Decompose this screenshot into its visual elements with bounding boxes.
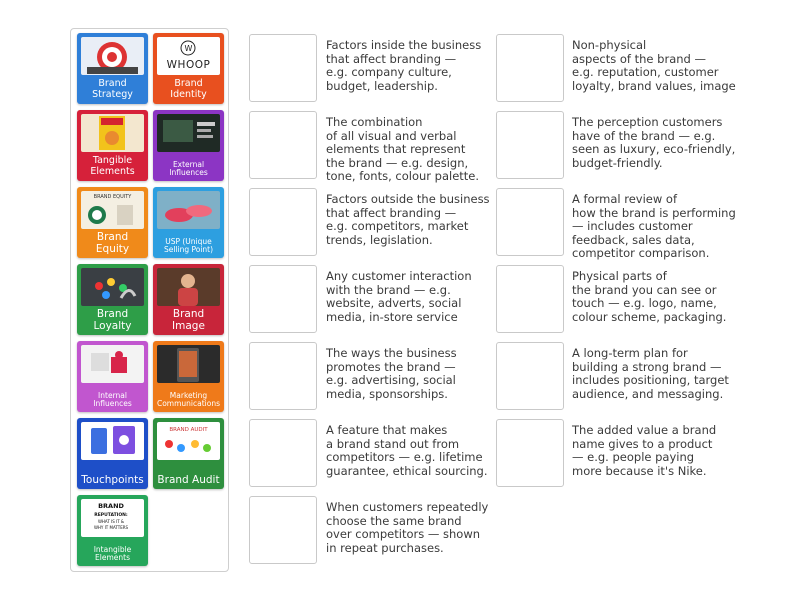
- tile-label: Brand Equity: [95, 230, 130, 255]
- definition-text: Factors inside the business that affect branding — e.g. company culture, budget, leadership.: [326, 38, 482, 93]
- tile-internal-influences[interactable]: [77, 341, 148, 412]
- tile-usp-unique-selling-point[interactable]: [153, 187, 224, 258]
- tile-brand-image[interactable]: [153, 264, 224, 335]
- tile-brand-audit[interactable]: [153, 418, 224, 489]
- definition-text: Any customer interaction with the brand — e.g. website, adverts, social media, in-store service: [326, 269, 472, 324]
- tile-label: Tangible Elements: [90, 155, 135, 178]
- tile-image: [81, 422, 144, 460]
- tile-marketing-communications[interactable]: [153, 341, 224, 412]
- definition-text: A feature that makes a brand stand out from competitors — e.g. lifetime guarantee, ethical sourcing.: [326, 423, 488, 478]
- definition-text: When customers repeatedly choose the same brand over competitors — shown in repeat purchases.: [326, 500, 489, 555]
- tile-label: External Influences: [169, 159, 208, 178]
- drop-slot[interactable]: [496, 34, 564, 102]
- definition-text: A long-term plan for building a strong brand — includes positioning, target audience, and messaging.: [572, 346, 729, 401]
- drop-slot[interactable]: [496, 342, 564, 410]
- tile-label: Brand Image: [172, 307, 205, 332]
- tile-image: [157, 191, 220, 229]
- tile-label: Brand Strategy: [92, 78, 133, 101]
- definition-text: A formal review of how the brand is performing — includes customer feedback, sales data, competitor comparison.: [572, 192, 736, 261]
- tile-image: [157, 37, 220, 75]
- drop-slot[interactable]: [249, 111, 317, 179]
- svg-text:REPUTATION:: REPUTATION:: [94, 513, 128, 518]
- tile-image: [81, 114, 144, 152]
- definition-text: The perception customers have of the brand — e.g. seen as luxury, eco-friendly, budget-friendly.: [572, 115, 736, 170]
- tile-image: [81, 191, 144, 229]
- definition-text: Physical parts of the brand you can see or touch — e.g. logo, name, colour scheme, packaging.: [572, 269, 727, 324]
- tile-label: Brand Audit: [157, 473, 220, 486]
- drop-slot[interactable]: [496, 419, 564, 487]
- definition-text: Factors outside the business that affect branding — e.g. competitors, market trends, legislation.: [326, 192, 490, 247]
- drop-slot[interactable]: [249, 34, 317, 102]
- drop-slot[interactable]: [496, 188, 564, 256]
- svg-text:W: W: [184, 44, 193, 53]
- definition-text: Non-physical aspects of the brand — e.g. reputation, customer loyalty, brand values, image: [572, 38, 736, 93]
- tile-image: [81, 37, 144, 75]
- tile-brand-loyalty[interactable]: [77, 264, 148, 335]
- tile-brand-equity[interactable]: [77, 187, 148, 258]
- tile-brand-identity[interactable]: [153, 33, 224, 104]
- tile-tangible-elements[interactable]: [77, 110, 148, 181]
- drop-slot[interactable]: [249, 342, 317, 410]
- tile-label: USP (Unique Selling Point): [163, 236, 214, 255]
- tile-label: Touchpoints: [81, 473, 144, 486]
- drop-slot[interactable]: [249, 496, 317, 564]
- tile-image: [157, 114, 220, 152]
- drop-slot[interactable]: [249, 188, 317, 256]
- tile-label: Brand Identity: [170, 78, 207, 101]
- drop-slot[interactable]: [496, 111, 564, 179]
- tile-brand-strategy[interactable]: [77, 33, 148, 104]
- tile-label: Brand Loyalty: [93, 307, 132, 332]
- definition-text: The combination of all visual and verbal elements that represent the brand — e.g. design, tone, fonts, colour palette.: [326, 115, 480, 184]
- definition-text: The added value a brand name gives to a product — e.g. people paying more because it's Nike.: [572, 423, 717, 478]
- tile-image: [157, 268, 220, 306]
- svg-text:BRAND AUDIT: BRAND AUDIT: [169, 427, 208, 433]
- tile-label: Marketing Communications: [156, 390, 221, 409]
- tile-intangible-elements[interactable]: [77, 495, 148, 566]
- drop-slot[interactable]: [249, 265, 317, 333]
- tile-external-influences[interactable]: [153, 110, 224, 181]
- svg-text:BRAND EQUITY: BRAND EQUITY: [93, 194, 132, 200]
- svg-text:WHAT IS IT &: WHAT IS IT &: [97, 519, 125, 524]
- drop-slot[interactable]: [496, 265, 564, 333]
- svg-text:WHOOP: WHOOP: [166, 59, 211, 71]
- svg-text:WHY IT MATTERS: WHY IT MATTERS: [93, 525, 129, 530]
- tile-image: [81, 345, 144, 383]
- definition-text: The ways the business promotes the brand — e.g. advertising, social media, sponsorships.: [326, 346, 457, 401]
- tile-image: [157, 345, 220, 383]
- svg-text:BRAND: BRAND: [98, 502, 124, 510]
- tile-touchpoints[interactable]: [77, 418, 148, 489]
- drop-slot[interactable]: [249, 419, 317, 487]
- tile-label: Intangible Elements: [93, 544, 132, 563]
- tile-image: [81, 499, 144, 537]
- tile-label: Internal Influences: [93, 390, 132, 409]
- tile-image: [81, 268, 144, 306]
- tile-image: [157, 422, 220, 460]
